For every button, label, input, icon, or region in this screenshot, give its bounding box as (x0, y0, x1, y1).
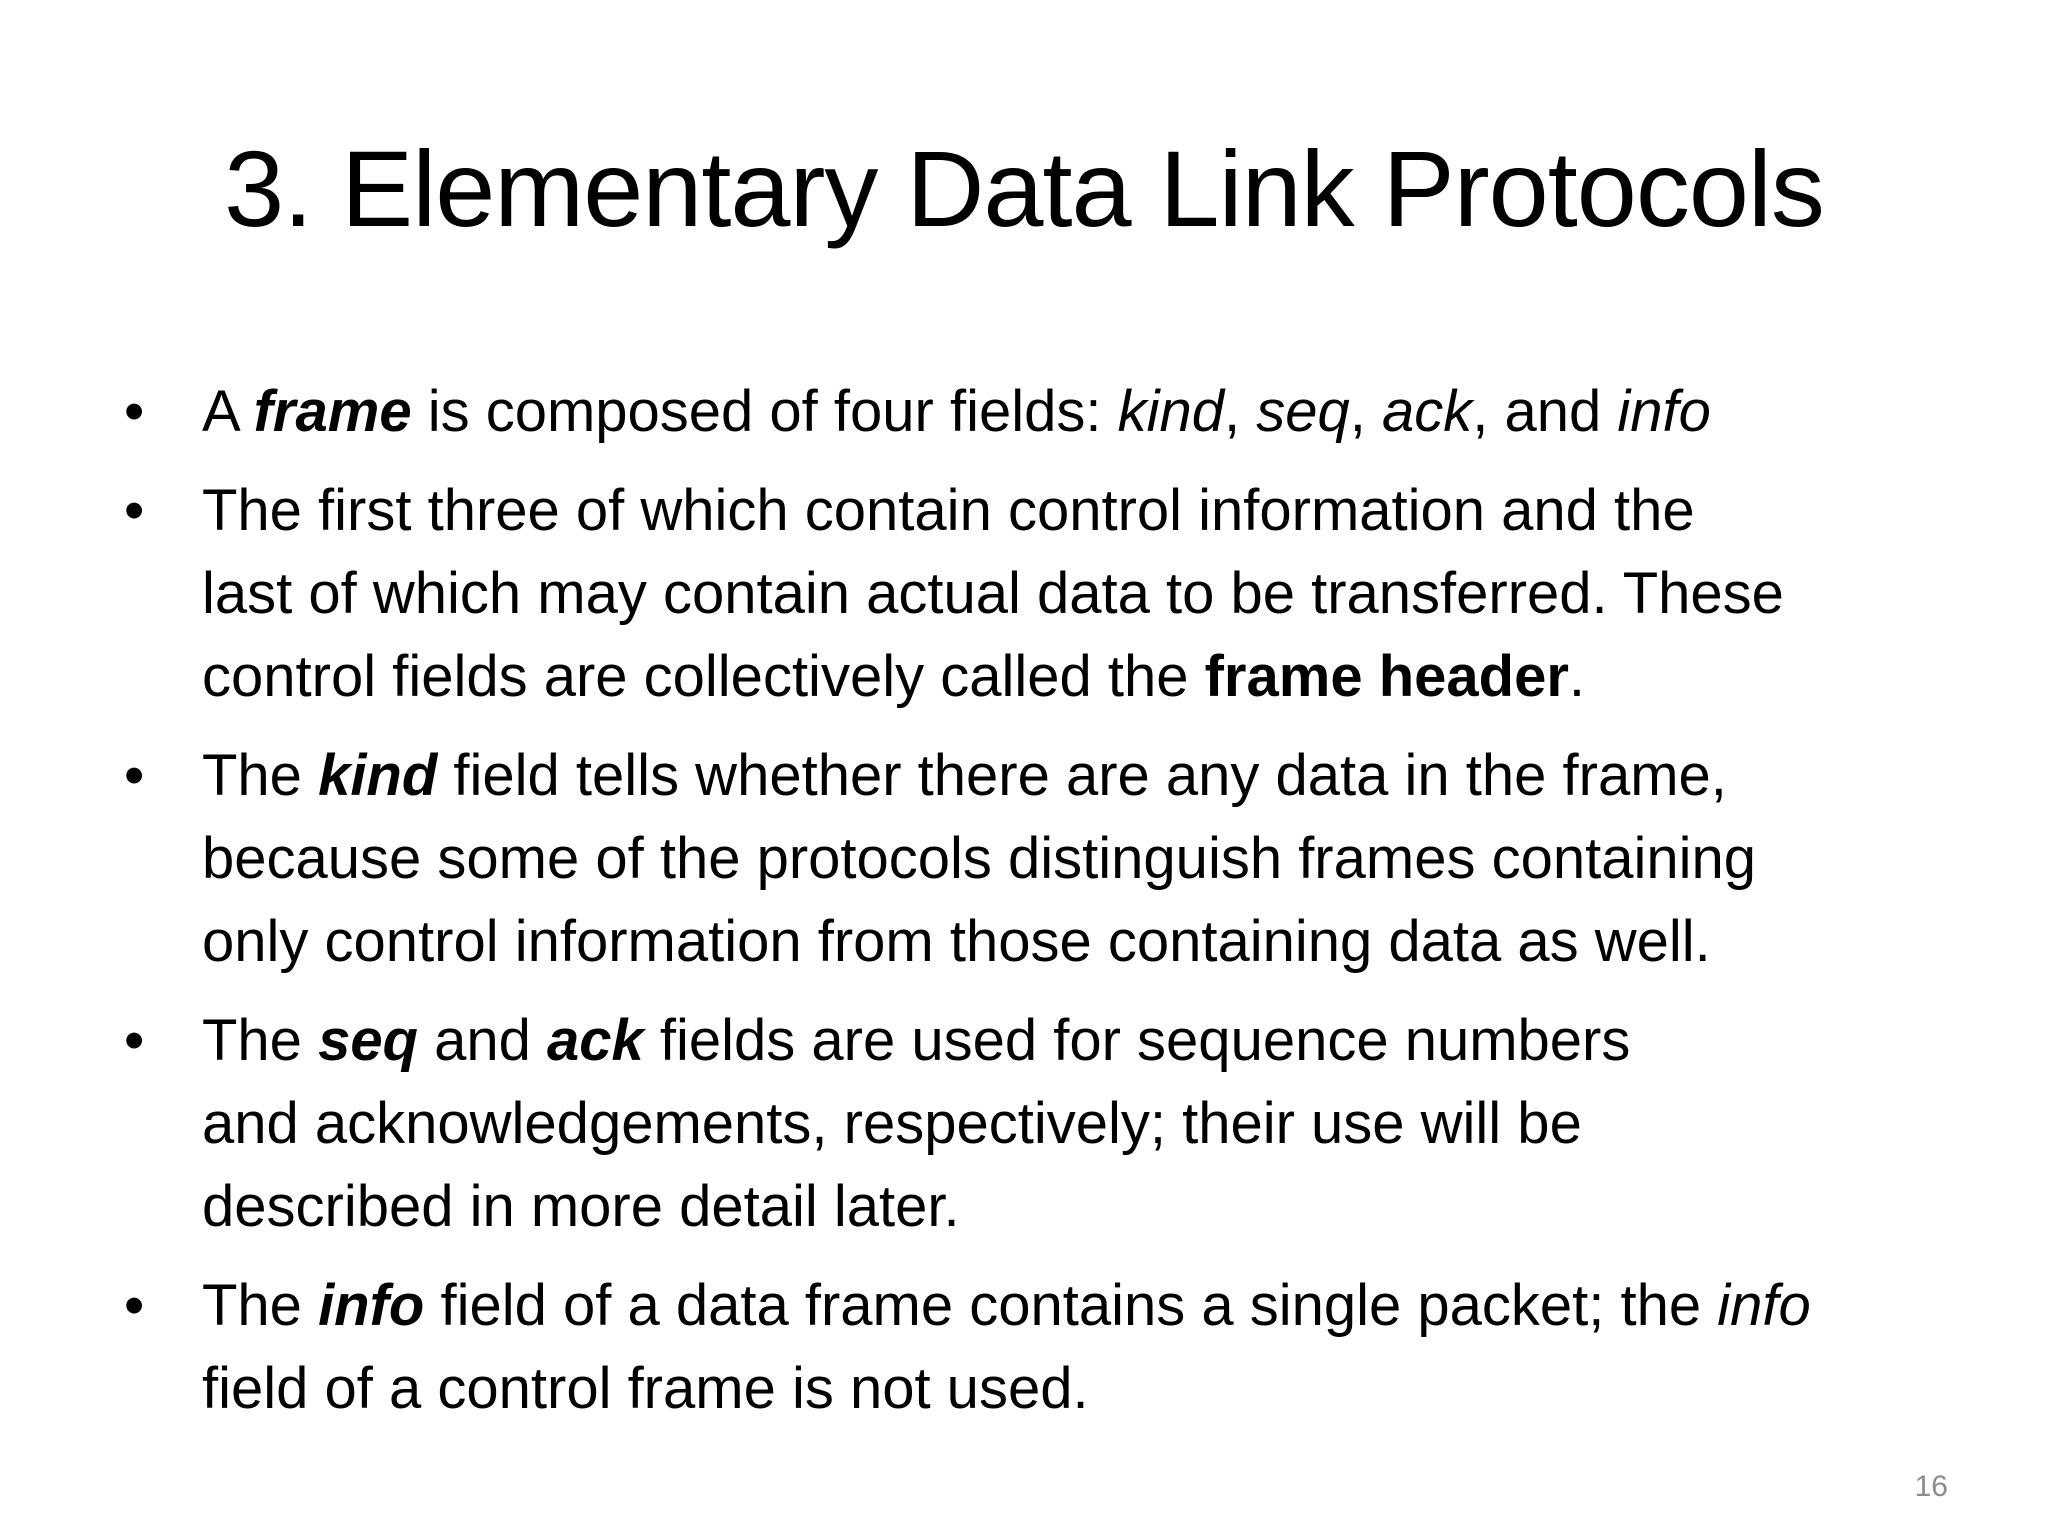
text-run: field of a control frame is not used. (202, 1356, 1089, 1421)
bullet-text (202, 734, 1960, 983)
text-run: A (202, 379, 254, 444)
text-run: and acknowledgements, respectively; their use will be (202, 1091, 1582, 1156)
text-run: , (1224, 379, 1257, 444)
emphasis-term (547, 1008, 644, 1073)
bullet-dot: • (124, 379, 145, 444)
text-run: field tells whether there are any data in the frame, (437, 743, 1727, 808)
emphasis-term: seq (1256, 379, 1350, 444)
slide-title: 3. Elementary Data Link Protocols (224, 128, 1824, 249)
bullet-line (202, 469, 1960, 552)
bullet-text (202, 370, 1960, 453)
emphasis-term: ack (1381, 379, 1473, 444)
bullet-dot: • (124, 1008, 145, 1073)
emphasis-term: kind (1117, 379, 1224, 444)
text-run: control fields are collectively called the (202, 644, 1205, 709)
text-run: only control information from those containing data as well. (202, 909, 1711, 974)
text-run: last of which may contain actual data to be transferred. These (202, 561, 1784, 626)
emphasis-term: kind (318, 743, 438, 808)
emphasis-term (318, 1008, 418, 1073)
text-run: field of a data frame contains a single packet; the (424, 1273, 1718, 1338)
bullet-text (202, 999, 1960, 1248)
emphasis-term: info (318, 1273, 425, 1338)
emphasis-term: frame header (1204, 644, 1569, 709)
bullet-line (202, 1264, 1960, 1347)
bullet-text (202, 469, 1960, 718)
bullet-line (202, 1347, 1960, 1430)
emphasis-term: frame (253, 379, 412, 444)
bullet-line (202, 817, 1960, 900)
text-run: described in more detail later. (202, 1174, 960, 1239)
bullet-item (120, 469, 1960, 718)
bullet-line (202, 1082, 1960, 1165)
text-run: and (418, 1008, 548, 1073)
bullet-line (202, 370, 1960, 453)
bullet-item (120, 734, 1960, 983)
text-run: The (202, 743, 319, 808)
bullet-line (202, 900, 1960, 983)
emphasis-term (318, 1273, 424, 1338)
text-run: is composed of four fields: (411, 379, 1118, 444)
text-run: The (202, 1273, 319, 1338)
bullet-item (120, 999, 1960, 1248)
bullet-line (202, 999, 1960, 1082)
bullet-line (202, 1165, 1960, 1248)
bullet-text (202, 1264, 1960, 1430)
emphasis-term: info (1717, 1273, 1811, 1338)
text-run: , (1349, 379, 1382, 444)
bullet-line (202, 734, 1960, 817)
emphasis-term (254, 379, 412, 444)
bullet-item (120, 370, 1960, 453)
text-run: fields are used for sequence numbers (643, 1008, 1631, 1073)
text-run: . (1568, 644, 1586, 709)
page-number: 16 (1914, 1470, 1948, 1503)
bullet-dot: • (124, 1273, 145, 1338)
bullet-line (202, 635, 1960, 718)
text-run: The first three of which contain control information and the (202, 478, 1695, 543)
emphasis-term (318, 743, 437, 808)
emphasis-term: seq (318, 1008, 419, 1073)
bullet-dot: • (124, 478, 145, 543)
text-run: The (202, 1008, 319, 1073)
bullet-list (120, 370, 1960, 1446)
bullet-dot: • (124, 743, 145, 808)
bullet-item (120, 1264, 1960, 1430)
text-run: because some of the protocols distinguish frames containing (202, 826, 1756, 891)
bullet-line (202, 552, 1960, 635)
emphasis-term: info (1617, 379, 1711, 444)
text-run: , and (1472, 379, 1618, 444)
emphasis-term: ack (547, 1008, 644, 1073)
